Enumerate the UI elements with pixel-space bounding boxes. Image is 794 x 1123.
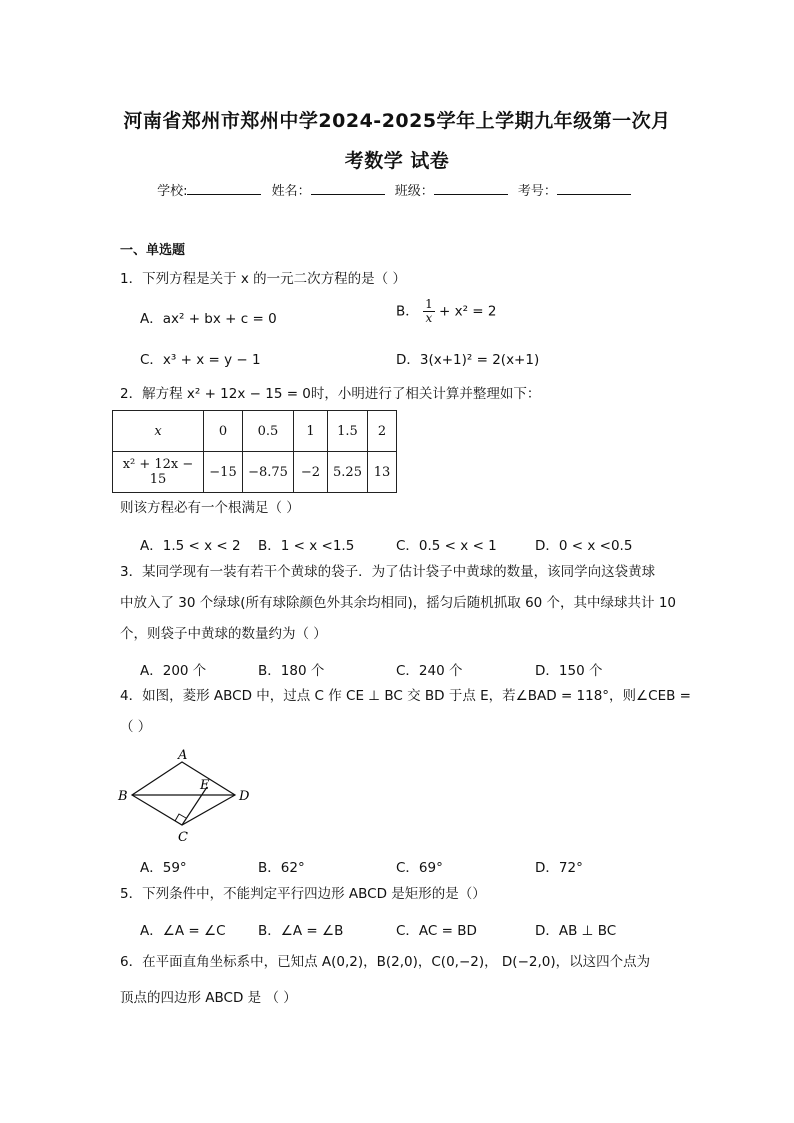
q3-option-a[interactable]: A．200 个 <box>140 663 207 679</box>
q2-option-a[interactable]: A．1.5 < x < 2 <box>140 538 241 554</box>
exam-title-line1: 河南省郑州市郑州中学2024-2025学年上学期九年级第一次月 <box>123 110 671 132</box>
q5-option-d[interactable]: D．AB ⊥ BC <box>535 923 617 939</box>
table-cell: 0 <box>204 411 243 452</box>
right-angle-mark <box>175 814 186 821</box>
exam-number-label: 考号： <box>517 184 557 199</box>
table-row <box>113 411 397 452</box>
q4-option-b[interactable]: B．62° <box>258 860 305 876</box>
q1-option-a[interactable]: A．ax² + bx + c = 0 <box>140 311 277 327</box>
class-label: 班级： <box>394 184 434 199</box>
rhombus-figure <box>112 745 262 845</box>
q4-option-c[interactable]: C．69° <box>396 860 443 876</box>
q6-line2: 顶点的四边形 ABCD 是 （ ） <box>120 990 297 1006</box>
q5-stem: 5．下列条件中，不能判定平行四边形 ABCD 是矩形的是（） <box>120 886 486 902</box>
school-blank[interactable] <box>187 182 261 195</box>
q2-option-d[interactable]: D．0 < x <0.5 <box>535 538 633 554</box>
rhombus-abcd <box>132 762 235 825</box>
section-heading: 一、单选题 <box>120 243 186 258</box>
table-cell: −15 <box>204 452 243 493</box>
q2-follow: 则该方程必有一个根满足（ ） <box>120 500 300 516</box>
q1-option-b-fraction <box>423 298 435 325</box>
label-b: B <box>118 789 128 804</box>
table-cell: 1.5 <box>328 411 368 452</box>
label-c: C <box>178 830 188 845</box>
q4-option-a[interactable]: A．59° <box>140 860 187 876</box>
q4-line2: （ ） <box>120 719 152 735</box>
q2-option-b[interactable]: B．1 < x <1.5 <box>258 538 355 554</box>
q3-line1: 3．某同学现有一装有若干个黄球的袋子．为了估计袋子中黄球的数量，该同学向这袋黄球 <box>120 564 656 580</box>
exam-number-blank[interactable] <box>557 182 631 195</box>
table-header-cell: x² + 12x − 15 <box>113 452 204 493</box>
q1-option-b-label: B． <box>396 303 419 320</box>
q1-option-c[interactable]: C．x³ + x = y − 1 <box>140 352 261 368</box>
label-a: A <box>178 748 188 763</box>
q3-option-b[interactable]: B．180 个 <box>258 663 325 679</box>
q5-option-b[interactable]: B．∠A = ∠B <box>258 923 344 939</box>
table-cell: −2 <box>294 452 328 493</box>
table-row <box>113 452 397 493</box>
q2-value-table <box>112 410 397 493</box>
name-blank[interactable] <box>311 182 385 195</box>
fraction-numerator: 1 <box>425 297 433 311</box>
school-label: 学校: <box>157 184 188 199</box>
student-info-fields <box>0 180 794 199</box>
fraction-denominator: x <box>425 311 433 326</box>
table-cell: 1 <box>294 411 328 452</box>
q2-option-c[interactable]: C．0.5 < x < 1 <box>396 538 497 554</box>
name-label: 姓名： <box>271 184 311 199</box>
q5-option-c[interactable]: C．AC = BD <box>396 923 477 939</box>
q3-option-c[interactable]: C．240 个 <box>396 663 463 679</box>
table-header-cell: x <box>113 411 204 452</box>
label-e: E <box>200 778 210 793</box>
q4-option-d[interactable]: D．72° <box>535 860 583 876</box>
class-blank[interactable] <box>434 182 508 195</box>
q3-line3: 个，则袋子中黄球的数量约为（ ） <box>120 626 327 642</box>
table-cell: −8.75 <box>243 452 294 493</box>
q3-option-d[interactable]: D．150 个 <box>535 663 603 679</box>
q4-line1: 4．如图，菱形 ABCD 中，过点 C 作 CE ⊥ BC 交 BD 于点 E，若∠BAD = 118°，则∠CEB = <box>120 688 691 704</box>
q3-line2: 中放入了 30 个绿球(所有球除颜色外其余均相同)，摇匀后随机抓取 60 个，其中绿球共计 10 <box>120 595 677 611</box>
q1-option-d[interactable]: D．3(x+1)² = 2(x+1) <box>396 352 540 368</box>
q1-stem: 1．下列方程是关于 x 的一元二次方程的是（ ） <box>120 271 406 287</box>
q5-option-a[interactable]: A．∠A = ∠C <box>140 923 226 939</box>
table-cell: 13 <box>368 452 397 493</box>
q6-line1: 6．在平面直角坐标系中，已知点 A(0,2)，B(2,0)，C(0,−2)， D(−2,0)，以这四个点为 <box>120 954 651 970</box>
q2-stem: 2．解方程 x² + 12x − 15 = 0时，小明进行了相关计算并整理如下： <box>120 386 541 402</box>
q1-option-b[interactable] <box>396 298 497 325</box>
table-cell: 2 <box>368 411 397 452</box>
label-d: D <box>239 789 250 804</box>
exam-title-line2: 考数学 试卷 <box>344 150 450 172</box>
table-cell: 0.5 <box>243 411 294 452</box>
q1-option-b-rest: + x² = 2 <box>439 303 497 320</box>
table-cell: 5.25 <box>328 452 368 493</box>
